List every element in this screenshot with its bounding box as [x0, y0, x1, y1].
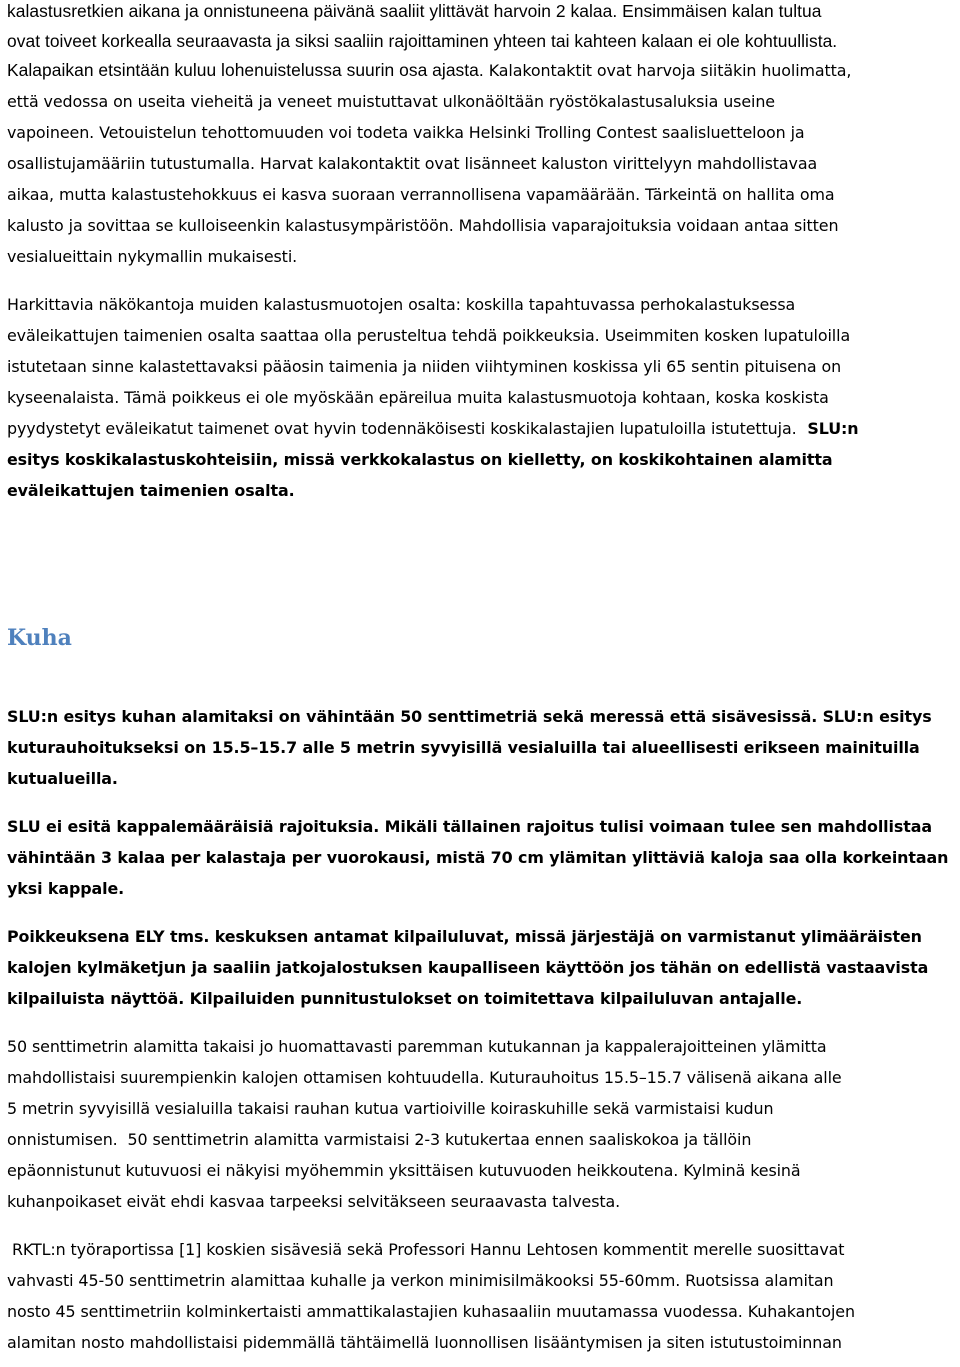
text-line: Kalapaikan etsintään kuluu lohenuistelussa suurin osa ajasta.: [7, 60, 484, 80]
paragraph-spacer: [7, 904, 957, 921]
heading-spacer: [7, 653, 957, 701]
text-line: kuturauhoitukseksi on 15.5–15.7 alle 5 metrin syvyisillä vesialuilla tai alueellisesti erikseen mainituilla: [7, 738, 920, 757]
paragraph-spacer: [7, 1014, 957, 1031]
text-line: kutualueilla.: [7, 769, 118, 788]
paragraph-spacer: [7, 794, 957, 811]
text-line: mahdollistaisi suurempienkin kalojen ottamisen kohtuudella. Kuturauhoitus 15.5–15.7 välisenä aikana alle: [7, 1068, 842, 1087]
text-line: 50 senttimetrin alamitta takaisi jo huomattavasti paremman kutukannan ja kappalerajoitteinen ylämitta: [7, 1037, 827, 1056]
paragraph-spacer: [7, 1217, 957, 1234]
paragraph-rktl-report: [7, 1234, 957, 1358]
text-line: aikaa, mutta kalastustehokkuus ei kasva suoraan verrannollisena vapamäärään. Tärkeintä on hallita oma: [7, 185, 835, 204]
text-line: osallistujamääriin tutustumalla. Harvat kalakontaktit ovat lisänneet kaluston virittelyyn mahdollistavaa: [7, 154, 818, 173]
text-fragment-bold: SLU:n: [796, 419, 859, 438]
text-line: vahvasti 45-50 senttimetrin alamittaa kuhalle ja verkon minimisilmäkooksi 55-60mm. Ruotsissa alamitan: [7, 1271, 834, 1290]
paragraph-trolling: [7, 55, 957, 272]
text-line: istutetaan sinne kalastettavaksi pääosin taimenia ja niiden viihtyminen koskissa yli 65 sentin pituisena on: [7, 357, 842, 376]
text-line: vesialueittain nykymallin mukaisesti.: [7, 247, 298, 266]
document-page: [7, 0, 957, 1358]
text-line: eväleikattujen taimenien osalta.: [7, 481, 295, 500]
text-line: 5 metrin syvyisillä vesialuilla takaisi rauhan kutua vartioiville koiraskuhille sekä varmistaisi kudun: [7, 1099, 774, 1118]
text-line: RKTL:n työraportissa [1] koskien sisävesiä sekä Professori Hannu Lehtosen kommentit merelle suosittavat: [7, 1240, 845, 1259]
paragraph-spacer: [7, 272, 957, 289]
text-line: Harkittavia näkökantoja muiden kalastusmuotojen osalta: koskilla tapahtuvassa perhokalastuksessa: [7, 295, 796, 314]
text-line: kalojen kylmäketjun ja saaliin jatkojalostuksen kaupalliseen käyttöön jos tähän on edellistä vastaavista: [7, 958, 929, 977]
text-line: SLU ei esitä kappalemääräisiä rajoituksia. Mikäli tällainen rajoitus tulisi voimaan tulee sen mahdollistaa: [7, 817, 932, 836]
text-line: kyseenalaista. Tämä poikkeus ei ole myöskään epäreilua muita kalastusmuotoja kohtaan, koska koskista: [7, 388, 829, 407]
text-fragment: pyydystetyt eväleikatut taimenet ovat hyvin todennäköisesti koskikalastajien lupatuloilla istutettuja.: [7, 419, 797, 438]
paragraph-other-methods: [7, 289, 957, 506]
text-line: esitys koskikalastuskohteisiin, missä verkkokalastus on kielletty, on koskikohtainen alamitta: [7, 450, 833, 469]
paragraph-exception: [7, 921, 957, 1014]
section-spacer: [7, 506, 957, 590]
text-line: kalusto ja sovittaa se kulloiseenkin kalastusympäristöön. Mahdollisia vaparajoituksia voidaan antaa sitten: [7, 216, 839, 235]
paragraph-catch-limits: [7, 811, 957, 904]
text-line: eväleikattujen taimenien osalta saattaa olla perusteltua tehdä poikkeuksia. Useimmiten kosken lupatuloilla: [7, 326, 851, 345]
text-line: kilpailuista näyttöä. Kilpailuiden punnitustulokset on toimitettava kilpailuluvan antajalle.: [7, 989, 803, 1008]
paragraph-slu-proposal: [7, 701, 957, 794]
text-fragment: Kalakontaktit ovat harvoja siitäkin huolimatta,: [483, 61, 852, 80]
paragraph-intro: [7, 0, 957, 56]
text-line: kalastusretkien aikana ja onnistuneena päivänä saaliit ylittävät harvoin 2 kalaa. Ensimmäisen kalan tultua: [7, 1, 822, 21]
paragraph-rationale: [7, 1031, 957, 1217]
text-line: ovat toiveet korkealla seuraavasta ja siksi saaliin rajoittaminen yhteen tai kahteen kalaan ei ole kohtuullista.: [7, 30, 838, 51]
text-line: epäonnistunut kutuvuosi ei näkyisi myöhemmin yksittäisen kutuvuoden heikkoutena. Kylminä kesinä: [7, 1161, 801, 1180]
text-line: Poikkeuksena ELY tms. keskuksen antamat kilpailuluvat, missä järjestäjä on varmistanut ylimääräisten: [7, 927, 922, 946]
text-line: vähintään 3 kalaa per kalastaja per vuorokausi, mistä 70 cm ylämitan ylittäviä kaloja saa olla korkeintaan: [7, 848, 949, 867]
text-line: SLU:n esitys kuhan alamitaksi on vähintään 50 senttimetriä sekä meressä että sisävesissä. SLU:n esitys: [7, 707, 932, 726]
text-line: yksi kappale.: [7, 879, 125, 898]
text-line: vapoineen. Vetouistelun tehottomuuden voi todeta vaikka Helsinki Trolling Contest saalisluetteloon ja: [7, 123, 805, 142]
text-line: alamitan nosto mahdollistaisi pidemmällä tähtäimellä luonnollisen lisääntymisen ja siten istutustoiminnan: [7, 1333, 842, 1352]
text-line: että vedossa on useita vieheitä ja veneet muistuttavat ulkonäöltään ryöstökalastusaluksia useine: [7, 92, 775, 111]
text-line: nosto 45 senttimetriin kolminkertaisti ammattikalastajien kuhasaaliin muutamassa vuodessa. Kuhakantojen: [7, 1302, 855, 1321]
section-heading: Kuha: [7, 625, 72, 651]
text-line: kuhanpoikaset eivät ehdi kasvaa tarpeeksi selvitäkseen seuraavasta talvesta.: [7, 1192, 621, 1211]
text-line: onnistumisen. 50 senttimetrin alamitta varmistaisi 2-3 kutukertaa ennen saaliskokoa ja tällöin: [7, 1130, 752, 1149]
